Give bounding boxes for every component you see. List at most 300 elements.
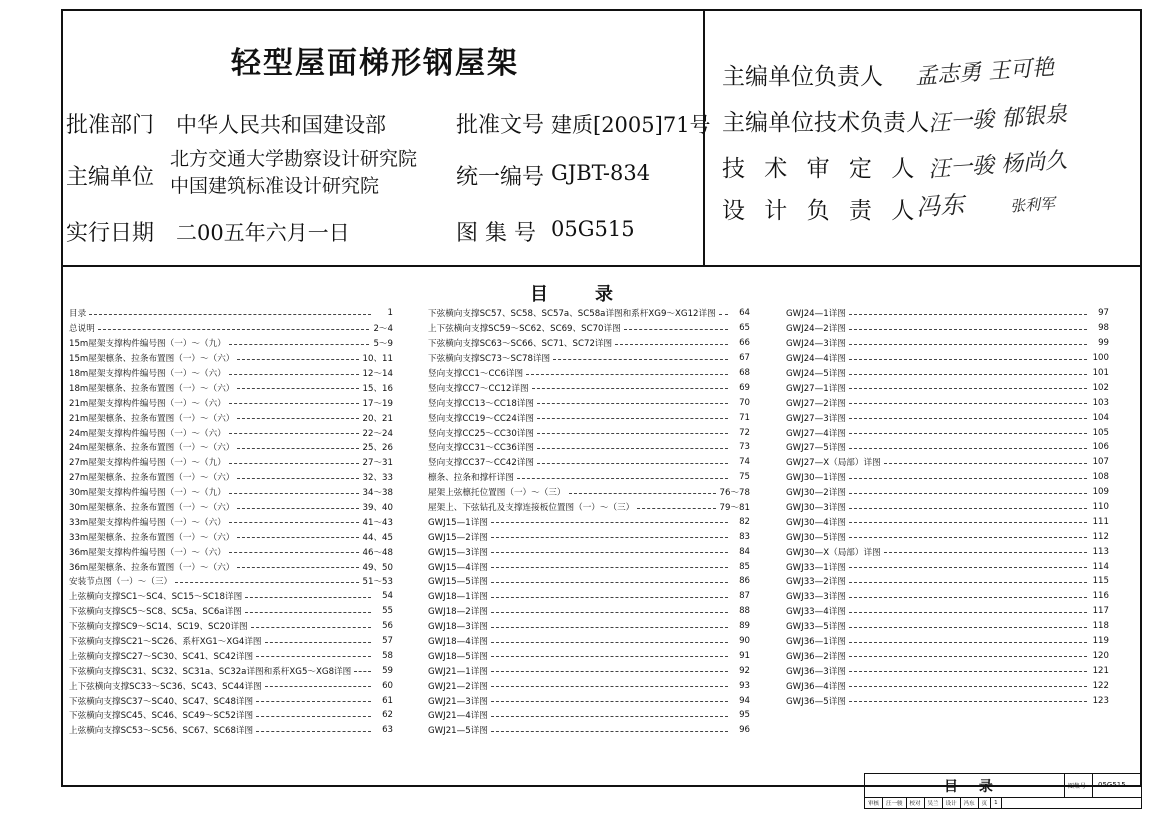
- toc-entry-title: GWJ15—1详图: [428, 517, 488, 528]
- toc-entry: [786, 351, 1109, 366]
- toc-entry: [786, 678, 1109, 693]
- toc-entry-title: 上下弦横向支撑SC33～SC36、SC43、SC44详图: [69, 681, 262, 692]
- toc-entry-page: 15、16: [362, 383, 393, 394]
- effective-date: 二00五年六月一日: [176, 221, 350, 245]
- toc-entry-page: 99: [1098, 338, 1109, 349]
- toc-leader: [849, 686, 1087, 687]
- toc-entry: [428, 663, 750, 678]
- toc-leader: [237, 478, 358, 479]
- toc-entry-page: 94: [739, 695, 750, 706]
- toc-entry-title: GWJ15—4详图: [428, 562, 488, 573]
- toc-leader: [849, 627, 1087, 628]
- toc-leader: [229, 552, 359, 553]
- toc-leader: [517, 478, 728, 479]
- toc-entry: [428, 678, 750, 693]
- toc-leader: [354, 671, 371, 672]
- toc-leader: [491, 552, 728, 553]
- toc-entry: [786, 321, 1109, 336]
- toc-entry: [786, 529, 1109, 544]
- toc-entry-page: 93: [739, 680, 750, 691]
- toc-entry-title: 竖向支撑CC25～CC30详图: [428, 428, 535, 439]
- toc-entry-title: GWJ21—3详图: [428, 696, 488, 707]
- toc-leader: [491, 671, 728, 672]
- design-lead-label: 设 计 负 责 人: [722, 198, 921, 224]
- toc-entry-page: 92: [739, 665, 750, 676]
- toc-entry-title: 下弦横向支撑SC45、SC46、SC49～SC52详图: [69, 711, 254, 722]
- toc-entry-page: 12～14: [362, 369, 393, 379]
- toc-leader: [98, 329, 370, 330]
- unified-no-label: 统一编号: [456, 165, 545, 190]
- toc-entry-page: 118: [1092, 621, 1109, 632]
- toc-entry-page: 103: [1092, 397, 1109, 408]
- toc-entry: [69, 425, 393, 440]
- toc-entry-title: GWJ30—3详图: [786, 503, 846, 514]
- toc-entry-title: GWJ27—1详图: [786, 383, 846, 394]
- toc-column-1: [69, 306, 393, 738]
- toc-entry-title: GWJ24—3详图: [786, 339, 846, 350]
- toc-entry: [69, 500, 393, 515]
- signoff-cell: 校对: [907, 798, 925, 808]
- toc-entry-page: 117: [1092, 606, 1109, 617]
- toc-entry-title: GWJ18—4详图: [428, 637, 488, 648]
- toc-entry: [786, 574, 1109, 589]
- toc-entry-page: 49、50: [362, 562, 393, 573]
- toc-entry: [69, 604, 393, 619]
- toc-entry-title: 下弦横向支撑SC5～SC8、SC5a、SC6a详图: [69, 607, 242, 618]
- toc-leader: [849, 448, 1087, 449]
- toc-entry-page: 10、11: [362, 354, 393, 365]
- toc-leader: [491, 701, 728, 702]
- toc-leader: [719, 314, 728, 315]
- toc-leader: [237, 567, 358, 568]
- toc-entry: [786, 559, 1109, 574]
- toc-leader: [175, 582, 358, 583]
- toc-leader: [491, 597, 728, 598]
- toc-entry: [786, 619, 1109, 634]
- toc-entry: [69, 514, 393, 529]
- toc-entry-page: 86: [739, 576, 750, 587]
- toc-leader: [491, 686, 728, 687]
- toc-entry-title: 下弦横向支撑SC21～SC26、系杆XG1～XG4详图: [69, 637, 262, 648]
- toc-entry-title: 27m屋架支撑构件编号图（一）～（九）: [69, 458, 226, 469]
- toc-leader: [849, 433, 1087, 434]
- toc-entry: [69, 529, 393, 544]
- toc-entry-title: 竖向支撑CC37～CC42详图: [428, 458, 535, 469]
- toc-leader: [849, 344, 1087, 345]
- toc-entry: [428, 693, 750, 708]
- toc-leader: [491, 582, 728, 583]
- toc-entry-title: 上弦横向支撑SC53～SC56、SC67、SC68详图: [69, 726, 254, 737]
- toc-entry: [786, 589, 1109, 604]
- toc-entry-page: 34～38: [362, 488, 393, 499]
- toc-entry-title: GWJ27—3详图: [786, 413, 846, 424]
- editor-label: 主编单位: [66, 165, 155, 190]
- toc-entry-page: 41～43: [362, 517, 393, 528]
- chief-tech-label: 主编单位技术负责人: [722, 110, 929, 136]
- toc-entry-title: 目录: [69, 309, 87, 320]
- toc-leader: [256, 701, 371, 702]
- toc-entry-title: 屋架上弦檩托位置图（一）～（三）: [428, 488, 566, 499]
- toc-entry-page: 106: [1092, 442, 1109, 453]
- toc-leader: [537, 448, 728, 449]
- toc-leader: [849, 418, 1087, 419]
- unified-no: GJBT-834: [551, 161, 651, 185]
- toc-entry-title: GWJ15—3详图: [428, 547, 488, 558]
- toc-entry-page: 59: [382, 665, 393, 676]
- toc-leader: [849, 597, 1087, 598]
- toc-entry: [69, 366, 393, 381]
- toc-leader: [229, 493, 359, 494]
- toc-entry: [428, 455, 750, 470]
- toc-leader: [491, 537, 728, 538]
- toc-entry-page: 100: [1092, 353, 1109, 364]
- toc-entry: [786, 514, 1109, 529]
- toc-leader: [637, 508, 715, 509]
- approval-dept-label: 批准部门: [66, 113, 155, 138]
- toc-leader: [491, 656, 728, 657]
- toc-leader: [237, 537, 358, 538]
- toc-entry: [786, 485, 1109, 500]
- toc-entry-title: 上弦横向支撑SC1～SC4、SC15～SC18详图: [69, 592, 243, 603]
- toc-entry-title: GWJ21—4详图: [428, 711, 488, 722]
- toc-entry-page: 90: [739, 636, 750, 647]
- toc-entry-page: 75: [739, 472, 750, 483]
- toc-entry-page: 109: [1092, 487, 1109, 498]
- toc-entry: [786, 336, 1109, 351]
- toc-leader: [849, 374, 1087, 375]
- title-block-name: 目 录: [944, 779, 1001, 795]
- tech-reviewer-label: 技 术 审 定 人: [722, 156, 921, 182]
- toc-entry-title: 24m屋架檩条、拉条布置图（一）～（六）: [69, 443, 235, 454]
- approval-no: 建质[2005]71号: [551, 113, 711, 137]
- toc-entry-page: 1: [387, 308, 393, 319]
- toc-entry-title: 下弦横向支撑SC9～SC14、SC19、SC20详图: [69, 622, 248, 633]
- atlas-no-label: 图 集 号: [456, 221, 536, 246]
- toc-leader: [849, 508, 1087, 509]
- toc-column-3: [786, 306, 1109, 708]
- toc-entry: [786, 306, 1109, 321]
- toc-entry-title: 27m屋架檩条、拉条布置图（一）～（六）: [69, 473, 235, 484]
- toc-entry: [786, 410, 1109, 425]
- toc-entry-title: 下弦横向支撑SC73～SC78详图: [428, 354, 551, 365]
- toc-leader: [251, 627, 371, 628]
- toc-entry-page: 73: [739, 442, 750, 453]
- signoff-cell: 设计: [943, 798, 961, 808]
- signoff-cell: 页: [979, 798, 992, 808]
- toc-entry: [428, 514, 750, 529]
- chief-editor-signature: 孟志勇 王可艳: [914, 55, 1055, 90]
- toc-title-part2: 录: [595, 284, 614, 305]
- toc-entry-title: GWJ36—4详图: [786, 681, 846, 692]
- toc-entry-page: 114: [1092, 561, 1109, 572]
- toc-entry: [428, 440, 750, 455]
- toc-entry: [428, 306, 750, 321]
- toc-leader: [491, 522, 728, 523]
- toc-entry: [428, 336, 750, 351]
- toc-entry-page: 120: [1092, 650, 1109, 661]
- toc-entry: [428, 708, 750, 723]
- toc-entry-page: 111: [1092, 516, 1109, 527]
- toc-entry-page: 96: [739, 725, 750, 736]
- toc-leader: [569, 493, 716, 494]
- toc-leader: [526, 374, 728, 375]
- chief-editor-label: 主编单位负责人: [722, 64, 883, 90]
- signoff-cell: 冯东: [961, 798, 979, 808]
- toc-entry-page: 87: [739, 591, 750, 602]
- toc-leader: [491, 716, 728, 717]
- toc-leader: [229, 403, 359, 404]
- toc-entry-title: 33m屋架檩条、拉条布置图（一）～（六）: [69, 532, 235, 543]
- toc-entry-page: 85: [739, 561, 750, 572]
- toc-leader: [884, 552, 1087, 553]
- toc-entry-title: 下弦横向支撑SC37～SC40、SC47、SC48详图: [69, 696, 254, 707]
- toc-entry: [786, 425, 1109, 440]
- toc-leader: [849, 582, 1087, 583]
- toc-entry: [69, 693, 393, 708]
- toc-entry: [69, 678, 393, 693]
- toc-entry: [69, 336, 393, 351]
- toc-leader: [537, 463, 728, 464]
- toc-entry: [786, 366, 1109, 381]
- toc-entry-title: GWJ36—5详图: [786, 696, 846, 707]
- toc-entry: [428, 425, 750, 440]
- signoff-cell: 1: [991, 798, 1002, 808]
- toc-entry-title: GWJ30—4详图: [786, 517, 846, 528]
- toc-entry-page: 119: [1092, 636, 1109, 647]
- toc-leader: [849, 642, 1087, 643]
- toc-entry-page: 62: [382, 710, 393, 721]
- toc-entry: [428, 559, 750, 574]
- toc-leader: [849, 671, 1087, 672]
- toc-leader: [849, 403, 1087, 404]
- toc-leader: [229, 344, 370, 345]
- toc-entry-page: 22～24: [362, 428, 393, 439]
- toc-entry-page: 84: [739, 546, 750, 557]
- toc-entry: [428, 723, 750, 738]
- toc-entry: [428, 321, 750, 336]
- toc-entry-page: 105: [1092, 427, 1109, 438]
- toc-entry-title: 15m屋架支撑构件编号图（一）～（九）: [69, 339, 226, 350]
- toc-leader: [229, 463, 359, 464]
- toc-entry-page: 102: [1092, 382, 1109, 393]
- toc-entry: [69, 723, 393, 738]
- toc-entry: [428, 589, 750, 604]
- toc-leader: [237, 388, 358, 389]
- title-block-signoff: [864, 797, 1142, 809]
- toc-entry-title: 36m屋架檩条、拉条布置图（一）～（六）: [69, 562, 235, 573]
- toc-entry: [428, 351, 750, 366]
- toc-entry-title: 21m屋架檩条、拉条布置图（一）～（六）: [69, 413, 235, 424]
- toc-entry-title: 竖向支撑CC13～CC18详图: [428, 398, 535, 409]
- toc-entry-title: GWJ30—X（局部）详图: [786, 547, 881, 558]
- toc-entry-page: 113: [1092, 546, 1109, 557]
- toc-entry-page: 64: [739, 308, 750, 319]
- toc-leader: [849, 567, 1087, 568]
- effective-label: 实行日期: [66, 221, 155, 246]
- toc-entry-page: 39、40: [362, 503, 393, 514]
- toc-entry-title: GWJ33—3详图: [786, 592, 846, 603]
- toc-entry-title: GWJ33—4详图: [786, 607, 846, 618]
- toc-entry-title: 总说明: [69, 324, 95, 335]
- toc-entry-page: 66: [739, 338, 750, 349]
- toc-leader: [849, 537, 1087, 538]
- toc-entry-page: 55: [382, 606, 393, 617]
- toc-entry: [428, 574, 750, 589]
- toc-leader: [491, 567, 728, 568]
- toc-entry: [69, 485, 393, 500]
- toc-leader: [265, 642, 371, 643]
- toc-leader: [237, 448, 358, 449]
- toc-entry: [428, 604, 750, 619]
- toc-entry: [786, 440, 1109, 455]
- toc-entry: [69, 470, 393, 485]
- toc-column-2: [428, 306, 750, 738]
- toc-leader: [849, 656, 1087, 657]
- toc-entry-title: 上下弦横向支撑SC59～SC62、SC69、SC70详图: [428, 324, 621, 335]
- toc-entry-page: 112: [1092, 531, 1109, 542]
- toc-leader: [491, 731, 728, 732]
- toc-entry-title: GWJ18—3详图: [428, 622, 488, 633]
- toc-entry-title: GWJ27—X（局部）详图: [786, 458, 881, 469]
- toc-entry-title: GWJ21—2详图: [428, 681, 488, 692]
- toc-entry-page: 108: [1092, 472, 1109, 483]
- toc-entry-title: GWJ24—4详图: [786, 354, 846, 365]
- design-lead-signature: 冯东: [915, 190, 966, 222]
- signoff-cell: 汪一骏: [883, 798, 907, 808]
- toc-entry-page: 76～78: [719, 488, 750, 499]
- toc-entry: [428, 500, 750, 515]
- toc-entry: [428, 529, 750, 544]
- toc-entry: [786, 395, 1109, 410]
- toc-entry-title: 36m屋架支撑构件编号图（一）～（六）: [69, 547, 226, 558]
- toc-leader: [245, 612, 371, 613]
- toc-entry-title: GWJ18—2详图: [428, 607, 488, 618]
- toc-entry-page: 56: [382, 621, 393, 632]
- toc-entry: [69, 306, 393, 321]
- toc-entry-title: 30m屋架支撑构件编号图（一）～（九）: [69, 488, 226, 499]
- toc-leader: [849, 612, 1087, 613]
- toc-entry-title: GWJ21—1详图: [428, 666, 488, 677]
- toc-entry: [786, 604, 1109, 619]
- toc-entry: [786, 693, 1109, 708]
- toc-title: [530, 280, 660, 306]
- toc-entry-page: 107: [1092, 457, 1109, 468]
- toc-entry: [69, 708, 393, 723]
- toc-entry: [69, 321, 393, 336]
- title-block-atlas-label: 图集号: [1068, 783, 1087, 790]
- toc-entry-title: GWJ30—2详图: [786, 488, 846, 499]
- toc-entry-page: 60: [382, 680, 393, 691]
- toc-entry-page: 2～4: [373, 324, 393, 335]
- toc-leader: [884, 463, 1087, 464]
- toc-entry-title: GWJ33—1详图: [786, 562, 846, 573]
- toc-entry-title: GWJ27—5详图: [786, 443, 846, 454]
- toc-entry-page: 82: [739, 516, 750, 527]
- editor-line1: 北方交通大学勘察设计研究院: [170, 148, 418, 170]
- document-title: 轻型屋面梯形钢屋架: [231, 46, 519, 81]
- toc-entry: [786, 455, 1109, 470]
- toc-leader: [537, 418, 728, 419]
- toc-entry-title: GWJ24—1详图: [786, 309, 846, 320]
- toc-entry-page: 69: [739, 382, 750, 393]
- title-block: [864, 773, 1142, 813]
- toc-entry-page: 88: [739, 606, 750, 617]
- toc-entry: [428, 544, 750, 559]
- toc-entry-page: 63: [382, 725, 393, 736]
- toc-entry-title: 下弦横向支撑SC31、SC32、SC31a、SC32a详图和系杆XG5～XG8详图: [69, 666, 352, 677]
- header-divider: [61, 265, 1142, 267]
- toc-leader: [256, 656, 371, 657]
- editor-line2: 中国建筑标准设计研究院: [170, 175, 380, 197]
- signoff-cell: 审核: [865, 798, 883, 808]
- toc-entry-title: 竖向支撑CC31～CC36详图: [428, 443, 535, 454]
- toc-entry-title: GWJ33—5详图: [786, 622, 846, 633]
- toc-entry-page: 91: [739, 650, 750, 661]
- toc-leader: [229, 374, 359, 375]
- toc-entry-page: 5～9: [373, 339, 393, 350]
- toc-entry-page: 32、33: [362, 473, 393, 484]
- toc-entry-page: 72: [739, 427, 750, 438]
- toc-entry-title: 18m屋架檩条、拉条布置图（一）～（六）: [69, 383, 235, 394]
- toc-entry-title: 24m屋架支撑构件编号图（一）～（六）: [69, 428, 226, 439]
- toc-entry-page: 44、45: [362, 532, 393, 543]
- chief-tech-signature: 汪一骏 郁银泉: [927, 102, 1068, 137]
- toc-entry-title: GWJ24—2详图: [786, 324, 846, 335]
- toc-entry-title: 上弦横向支撑SC27～SC30、SC41、SC42详图: [69, 651, 254, 662]
- toc-entry-title: 下弦横向支撑SC63～SC66、SC71、SC72详图: [428, 339, 613, 350]
- toc-entry-page: 110: [1092, 502, 1109, 513]
- toc-entry: [428, 634, 750, 649]
- toc-entry: [69, 440, 393, 455]
- toc-entry: [69, 648, 393, 663]
- toc-leader: [849, 359, 1087, 360]
- toc-leader: [553, 359, 728, 360]
- toc-entry-page: 95: [739, 710, 750, 721]
- toc-leader: [532, 388, 728, 389]
- signoff-cell: 吴兰: [925, 798, 943, 808]
- toc-entry-title: GWJ27—2详图: [786, 398, 846, 409]
- toc-entry: [428, 619, 750, 634]
- toc-entry: [786, 648, 1109, 663]
- toc-entry: [786, 380, 1109, 395]
- toc-leader: [256, 731, 371, 732]
- toc-entry: [428, 410, 750, 425]
- atlas-no: 05G515: [551, 217, 635, 241]
- approval-no-label: 批准文号: [456, 113, 545, 138]
- toc-entry-page: 104: [1092, 412, 1109, 423]
- toc-entry-page: 67: [739, 353, 750, 364]
- toc-entry-page: 83: [739, 531, 750, 542]
- title-block-atlas-no: 05G515: [1098, 781, 1126, 789]
- toc-entry: [428, 470, 750, 485]
- toc-leader: [849, 701, 1087, 702]
- toc-entry-page: 54: [382, 591, 393, 602]
- toc-entry: [428, 380, 750, 395]
- toc-leader: [89, 314, 371, 315]
- toc-entry-page: 115: [1092, 576, 1109, 587]
- toc-entry-page: 74: [739, 457, 750, 468]
- toc-entry-title: 竖向支撑CC1～CC6详图: [428, 369, 524, 379]
- toc-entry-title: 安装节点图（一）～（三）: [69, 577, 173, 588]
- toc-leader: [229, 433, 359, 434]
- design-lead-signature2: 张利军: [1009, 194, 1056, 216]
- toc-entry-title: 下弦横向支撑SC57、SC58、SC57a、SC58a详图和系杆XG9～XG12详图: [428, 309, 716, 320]
- toc-entry-title: 21m屋架支撑构件编号图（一）～（六）: [69, 398, 226, 409]
- tech-reviewer-signature: 汪一骏 杨尚久: [927, 148, 1068, 183]
- toc-entry-title: 30m屋架檩条、拉条布置图（一）～（六）: [69, 503, 235, 514]
- toc-entry-title: 檩条、拉条和撑杆详图: [428, 473, 514, 484]
- toc-leader: [491, 642, 728, 643]
